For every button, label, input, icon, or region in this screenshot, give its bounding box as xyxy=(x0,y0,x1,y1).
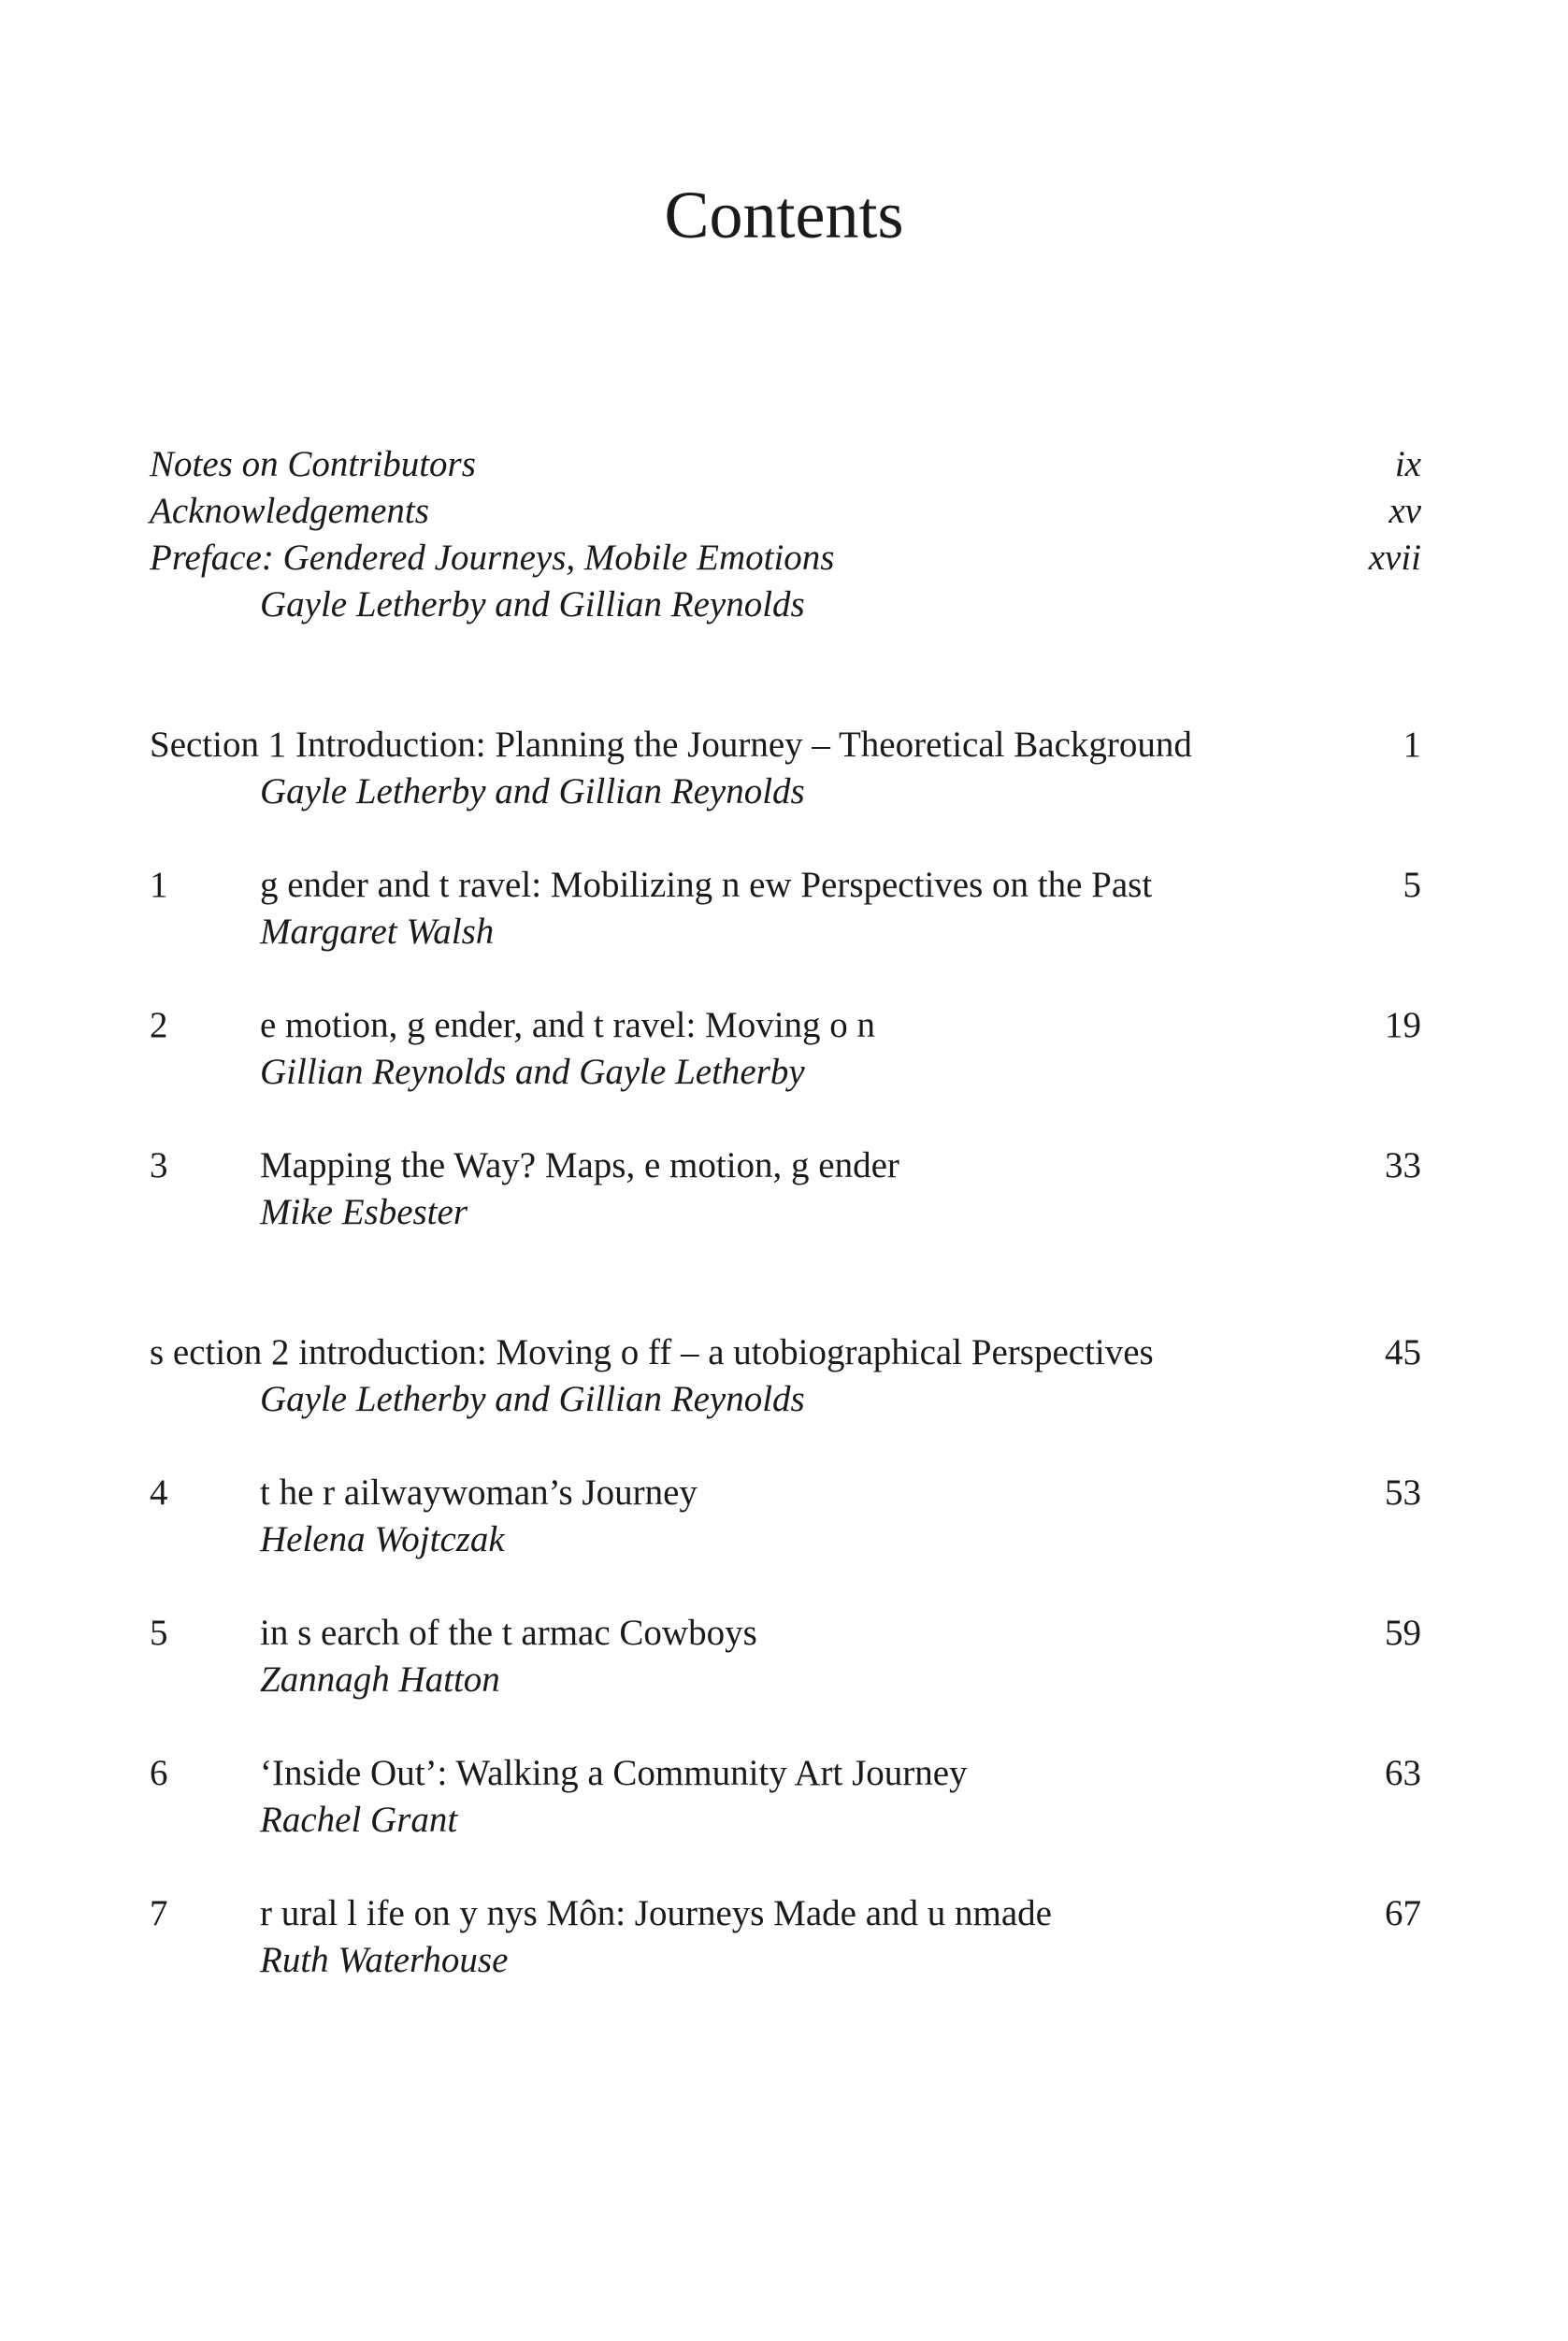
chapter-number: 2 xyxy=(150,1005,168,1045)
entry-author: Zannagh Hatton xyxy=(260,1659,500,1700)
entry-page-number: 19 xyxy=(1385,1005,1421,1045)
toc-entry-chapter-5 xyxy=(150,1610,1421,1703)
entry-page-number: 67 xyxy=(1385,1893,1421,1933)
toc-entry-acknowledgements xyxy=(150,488,1421,535)
toc-entry-chapter-1 xyxy=(150,862,1421,955)
page-title: Contents xyxy=(664,178,904,252)
entry-author: Gayle Letherby and Gillian Reynolds xyxy=(260,1379,805,1419)
entry-page-number: 59 xyxy=(1385,1613,1421,1653)
entry-title: Preface: Gendered Journeys, Mobile Emotions xyxy=(150,538,835,578)
section-title: Section 1 Introduction: Planning the Journey – Theoretical Background xyxy=(150,725,1192,765)
entry-author: Mike Esbester xyxy=(260,1192,468,1232)
toc-entry-notes-on-contributors xyxy=(150,441,1421,488)
toc-entry-chapter-4 xyxy=(150,1470,1421,1563)
entry-author: Gayle Letherby and Gillian Reynolds xyxy=(260,771,805,811)
entry-page-number: 1 xyxy=(1403,725,1421,765)
chapter-number: 3 xyxy=(150,1145,168,1185)
entry-page-number: 33 xyxy=(1385,1145,1421,1185)
entry-page-number: 53 xyxy=(1385,1472,1421,1513)
chapter-title: t he r ailwaywoman’s Journey xyxy=(260,1472,698,1513)
section-title: s ection 2 introduction: Moving o ff – a utobiographical Perspectives xyxy=(150,1332,1154,1372)
entry-author: Gillian Reynolds and Gayle Letherby xyxy=(260,1052,805,1092)
entry-page-number: xvii xyxy=(1368,538,1421,578)
entry-author: Margaret Walsh xyxy=(260,912,495,952)
toc-entry-chapter-6 xyxy=(150,1750,1421,1844)
chapter-title: in s earch of the t armac Cowboys xyxy=(260,1613,757,1653)
toc-entry-chapter-7 xyxy=(150,1890,1421,1984)
chapter-title: g ender and t ravel: Mobilizing n ew Perspectives on the Past xyxy=(260,865,1153,905)
chapter-number: 4 xyxy=(150,1472,168,1513)
chapter-number: 1 xyxy=(150,865,168,905)
entry-author: Helena Wojtczak xyxy=(260,1519,505,1559)
chapter-title: Mapping the Way? Maps, e motion, g ender xyxy=(260,1145,899,1185)
entry-page-number: 63 xyxy=(1385,1753,1421,1793)
entry-title: Acknowledgements xyxy=(150,491,429,531)
chapter-number: 6 xyxy=(150,1753,168,1793)
chapter-title: r ural l ife on y nys Môn: Journeys Made and u nmade xyxy=(260,1893,1052,1933)
chapter-number: 7 xyxy=(150,1893,168,1933)
entry-author: Rachel Grant xyxy=(260,1800,458,1840)
toc-entry-chapter-2 xyxy=(150,1002,1421,1096)
entry-page-number: 45 xyxy=(1385,1332,1421,1372)
chapter-number: 5 xyxy=(150,1613,168,1653)
chapter-title: e motion, g ender, and t ravel: Moving o n xyxy=(260,1005,876,1045)
toc-entry-preface xyxy=(150,535,1421,628)
chapter-title: ‘Inside Out’: Walking a Community Art Journey xyxy=(260,1753,968,1793)
entry-page-number: ix xyxy=(1394,444,1421,484)
entry-page-number: xv xyxy=(1388,491,1421,531)
toc-entry-section-1 xyxy=(150,722,1421,815)
entry-page-number: 5 xyxy=(1403,865,1421,905)
toc-entry-chapter-3 xyxy=(150,1142,1421,1236)
entry-title: Notes on Contributors xyxy=(150,444,476,484)
entry-author: Ruth Waterhouse xyxy=(260,1940,509,1980)
entry-author: Gayle Letherby and Gillian Reynolds xyxy=(260,584,805,625)
toc-entry-section-2 xyxy=(150,1329,1421,1423)
